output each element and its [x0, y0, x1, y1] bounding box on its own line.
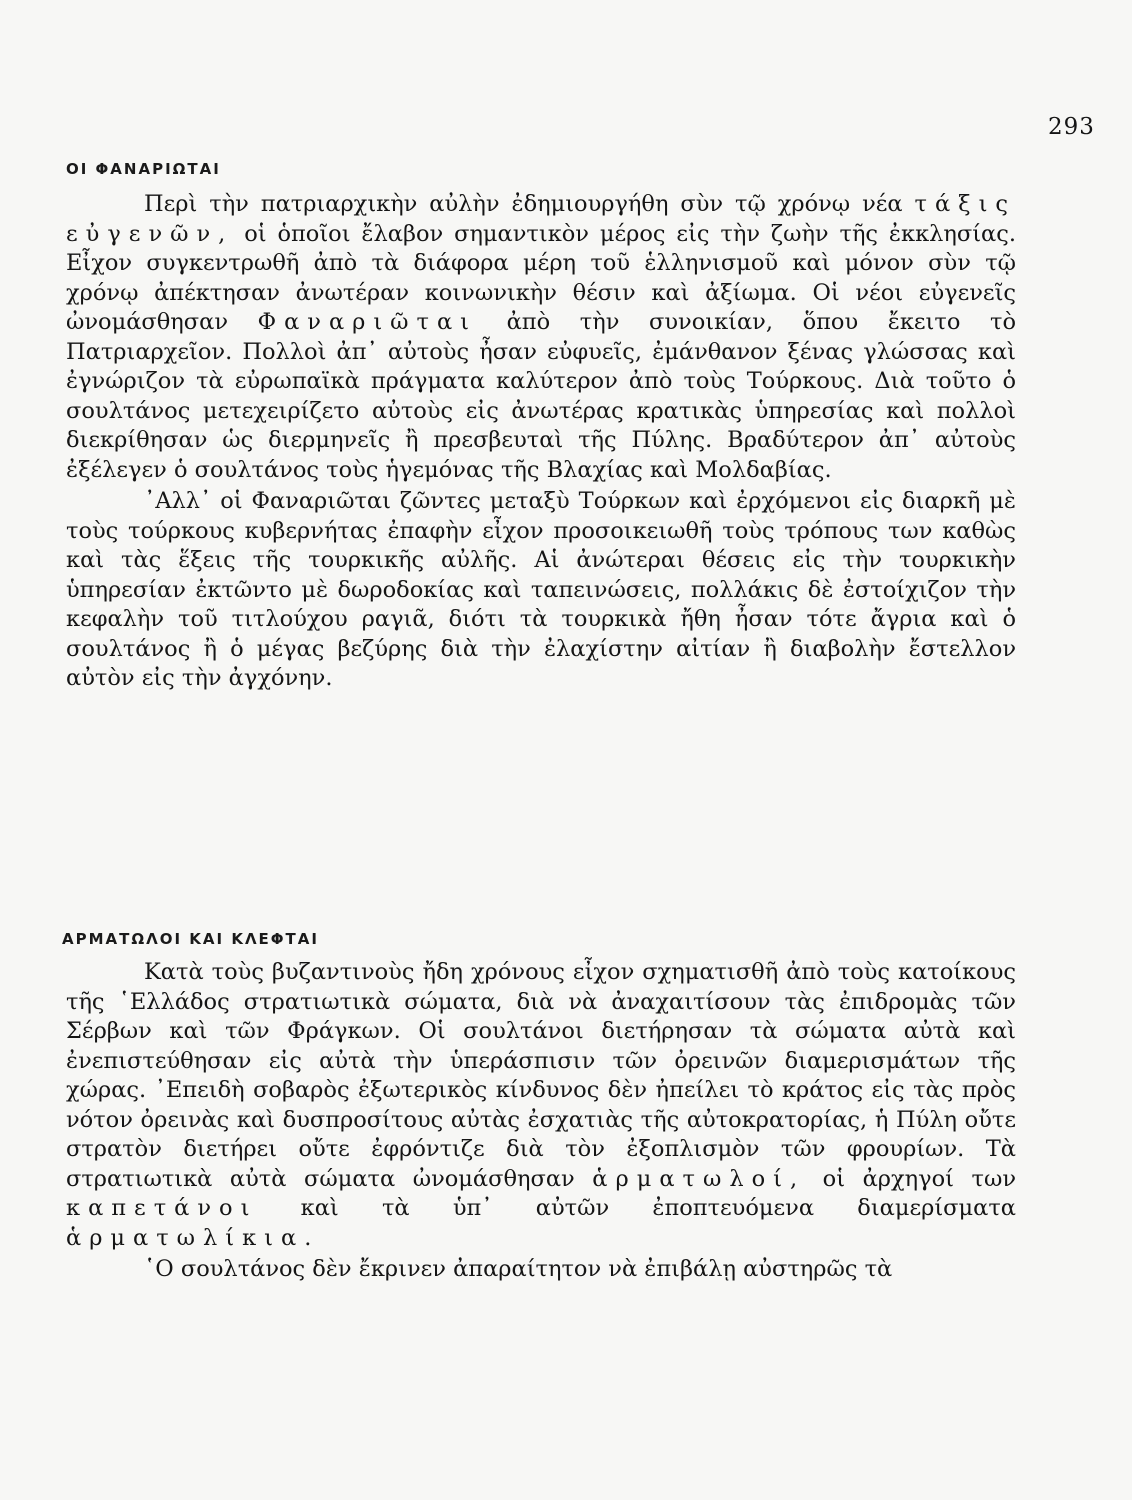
section-heading-phanariots: ΟΙ ΦΑΝΑΡΙΩΤΑΙ	[66, 160, 221, 178]
paragraph: ᾿Αλλ᾿ οἱ Φαναριῶται ζῶντες μεταξὺ Τούρκων καὶ ἐρχόμενοι εἰς διαρκῆ μὲ τοὺς τούρκους κυβερνήτας ἐπαφὴν εἶχον προσοικειωθῆ τοὺς τρόπους των καθὼς καὶ τὰς ἕξεις τῆς τουρκικῆς αὐλῆς. Αἱ ἀνώτεραι θέσεις εἰς τὴν τουρκικὴν ὑπηρεσίαν ἐκτῶντο μὲ δωροδοκίας καὶ ταπεινώσεις, πολλάκις δὲ ἐστοίχιζον τὴν κεφαλὴν τοῦ τιτλούχου ραγιᾶ, διότι τὰ τουρκικὰ ἤθη ἦσαν τότε ἄγρια καὶ ὁ σουλτάνος ἢ ὁ μέγας βεζύρης διὰ τὴν ἐλαχίστην αἰτίαν ἢ διαβολὴν ἔστελλον αὐτὸν εἰς τὴν ἀγχόνην.	[66, 488, 1016, 691]
spaced-term: ἁρματωλίκια.	[66, 1224, 320, 1251]
spaced-term: τάξις εὐγενῶν,	[66, 191, 1016, 247]
page-number: 293	[1048, 114, 1095, 140]
spaced-term: ἁρματωλοί,	[592, 1165, 806, 1192]
paragraph: Κατὰ τοὺς βυζαντινοὺς ἤδη χρόνους εἶχον σχηματισθῆ ἀπὸ τοὺς κατοίκους τῆς ῾Ελλάδος στρατιωτικὰ σώματα, διὰ νὰ ἀναχαιτίσουν τὰς ἐπιδρομὰς τῶν Σέρβων καὶ τῶν Φράγκων. Οἱ σουλτάνοι διετήρησαν τὰ σώματα αὐτὰ καὶ ἐνεπιστεύθησαν εἰς αὐτὰ τὴν ὑπεράσπισιν τῶν ὀρεινῶν διαμερισμάτων τῆς χώρας. ᾿Επειδὴ σοβαρὸς ἐξωτερικὸς κίνδυνος δὲν ἠπείλει τὸ κράτος εἰς τὰς πρὸς νότον ὀρεινὰς καὶ δυσπροσίτους αὐτὰς ἐσχατιὰς τῆς αὐτοκρατορίας, ἡ Πύλη οὔτε στρατὸν διετήρει οὔτε ἐφρόντιζε διὰ τὸν ἐξοπλισμὸν τῶν φρουρίων. Τὰ στρατιωτικὰ αὐτὰ σώματα ὠνομάσθησαν ἁρματωλοί, οἱ ἀρχηγοί των καπετάνοι καὶ τὰ ὑπ᾿ αὐτῶν ἐποπτευόμενα διαμερίσματα ἁρματωλίκια.	[66, 959, 1016, 1251]
section-body-armatoloi	[66, 958, 1016, 1287]
spaced-term: καπετάνοι	[66, 1195, 258, 1221]
section-heading-armatoloi: ΑΡΜΑΤΩΛΟΙ ΚΑΙ ΚΛΕΦΤΑΙ	[62, 930, 319, 948]
paragraph: ῾Ο σουλτάνος δὲν ἔκρινεν ἀπαραίτητον νὰ ἐπιβάλῃ αὐστηρῶς τὰ	[144, 1256, 893, 1282]
section-body-phanariots	[66, 190, 1016, 696]
spaced-term: Φαναριῶται	[257, 309, 477, 335]
paragraph: Περὶ τὴν πατριαρχικὴν αὐλὴν ἐδημιουργήθη σὺν τῷ χρόνῳ νέα τάξις εὐγενῶν, οἱ ὁποῖοι ἔλαβον σημαντικὸν μέρος εἰς τὴν ζωὴν τῆς ἐκκλησίας. Εἶχον συγκεντρωθῆ ἀπὸ τὰ διάφορα μέρη τοῦ ἑλληνισμοῦ καὶ μόνον σὺν τῷ χρόνῳ ἀπέκτησαν ἀνωτέραν κοινωνικὴν θέσιν καὶ ἀξίωμα. Οἱ νέοι εὐγενεῖς ὠνομάσθησαν Φαναριῶται ἀπὸ τὴν συνοικίαν, ὅπου ἔκειτο τὸ Πατριαρχεῖον. Πολλοὶ ἀπ᾿ αὐτοὺς ἦσαν εὐφυεῖς, ἐμάνθανον ξένας γλώσσας καὶ ἐγνώριζον τὰ εὐρωπαϊκὰ πράγματα καλύτερον ἀπὸ τοὺς Τούρκους. Διὰ τοῦτο ὁ σουλτάνος μετεχειρίζετο αὐτοὺς εἰς ἀνωτέρας κρατικὰς ὑπηρεσίας καὶ πολλοὶ διεκρίθησαν ὡς διερμηνεῖς ἢ πρεσβευταὶ τῆς Πύλης. Βραδύτερον ἀπ᾿ αὐτοὺς ἐξέλεγεν ὁ σουλτάνος τοὺς ἡγεμόνας τῆς Βλαχίας καὶ Μολδαβίας.	[66, 191, 1016, 483]
